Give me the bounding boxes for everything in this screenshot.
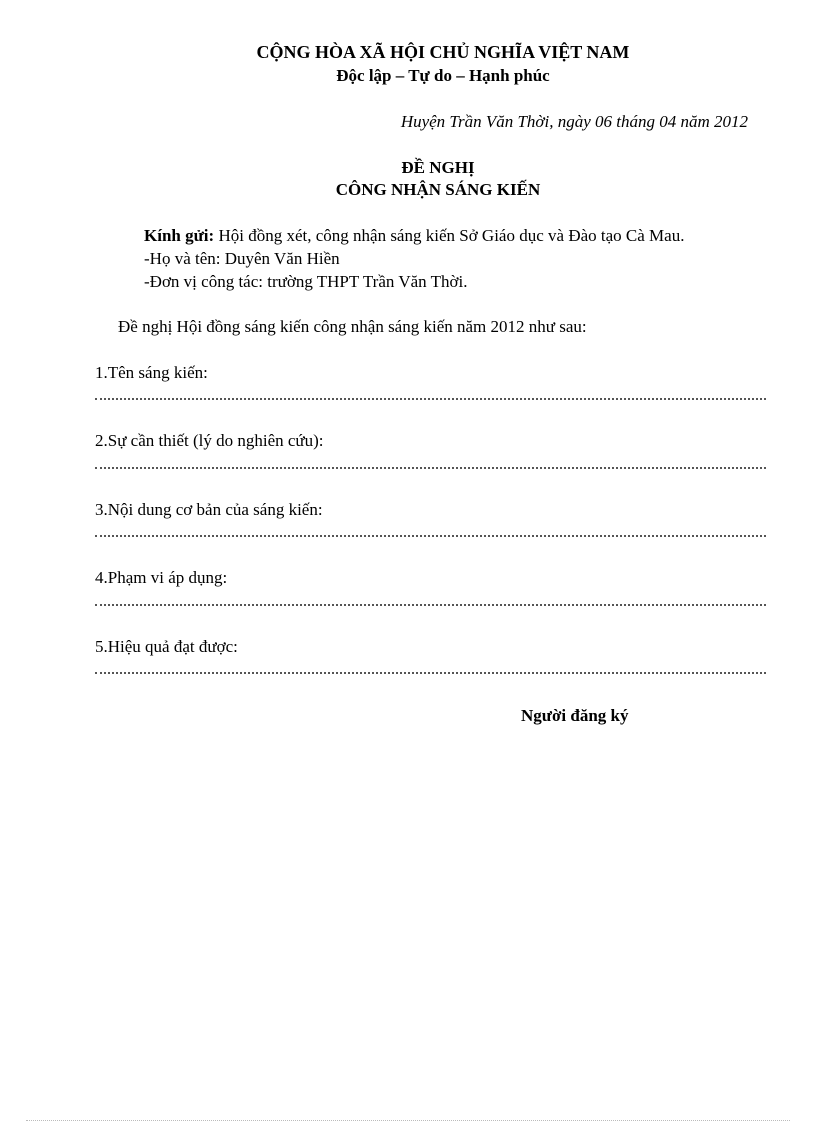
- section-3-label: 3.Nội dung cơ bản của sáng kiến:: [95, 500, 323, 519]
- document-subtitle: CÔNG NHẬN SÁNG KIẾN: [335, 180, 541, 199]
- applicant-name: -Họ và tên: Duyên Văn Hiền: [144, 249, 340, 268]
- addressee-line: [144, 226, 684, 246]
- section-2-label: 2.Sự cần thiết (lý do nghiên cứu):: [95, 431, 324, 450]
- addressee-label: Kính gửi:: [144, 226, 215, 245]
- section-3-fill-line[interactable]: [95, 535, 766, 537]
- applicant-unit: -Đơn vị công tác: trường THPT Trần Văn Thời.: [144, 272, 468, 291]
- national-motto: Độc lập – Tự do – Hạnh phúc: [336, 66, 550, 85]
- signer-label: Người đăng ký: [521, 706, 629, 725]
- section-1-fill-line[interactable]: [95, 398, 766, 400]
- section-5-label: 5.Hiệu quả đạt được:: [95, 637, 238, 656]
- addressee-text: Hội đồng xét, công nhận sáng kiến Sở Giáo dục và Đào tạo Cà Mau.: [218, 226, 685, 245]
- document-title: ĐỀ NGHỊ: [401, 158, 475, 177]
- section-2-fill-line[interactable]: [95, 467, 766, 469]
- national-title: CỘNG HÒA XÃ HỘI CHỦ NGHĨA VIỆT NAM: [256, 42, 630, 62]
- page-bottom-divider: [26, 1120, 790, 1121]
- section-5-fill-line[interactable]: [95, 672, 766, 674]
- intro-paragraph: Đề nghị Hội đồng sáng kiến công nhận sáng kiến năm 2012 như sau:: [118, 317, 587, 336]
- section-4-fill-line[interactable]: [95, 604, 766, 606]
- place-date: Huyện Trần Văn Thời, ngày 06 tháng 04 năm 2012: [400, 112, 748, 131]
- section-1-label: 1.Tên sáng kiến:: [95, 363, 208, 382]
- section-4-label: 4.Phạm vi áp dụng:: [95, 568, 228, 587]
